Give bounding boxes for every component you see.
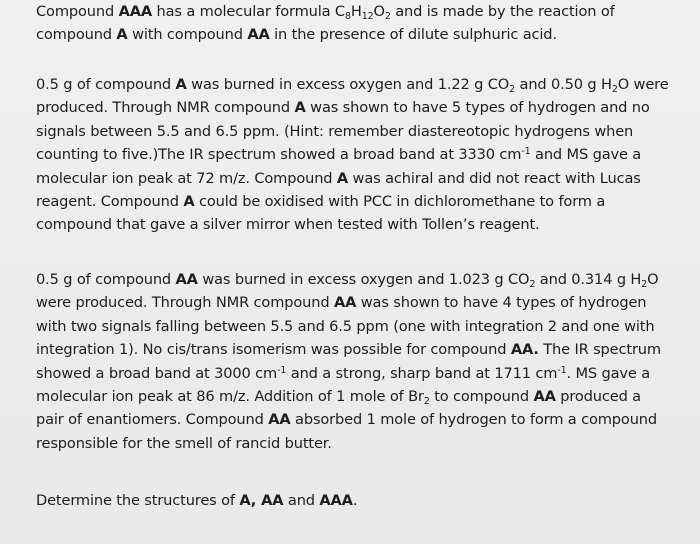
compound-aa-line-1: 0.5 g of compound AA was burned in excess oxygen and 1.023 g $CO_2$ and 0.314 g $H_2O$ [36,271,659,290]
compound-a-paragraph [36,73,686,237]
compound-aa-paragraph [36,268,686,455]
intro-line-1: Compound AAA has a molecular formula $C_8H_{12}O_2$ and is made by the reaction of [36,3,615,22]
question-line [36,489,686,512]
compound-aa-line-6: molecular ion peak at 86 m/z. Addition of 1 mole of $Br_2$ to compound AA produced a [36,388,641,408]
compound-a-line-6: reagent. Compound A could be oxidised with PCC in dichloromethane to form a [36,193,606,211]
compound-aa-line-8: responsible for the smell of rancid butter. [36,434,332,452]
compound-a-line-3: signals between 5.5 and 6.5 ppm. (Hint: remember diastereotopic hydrogens when [36,122,634,140]
compound-a-line-2: produced. Through NMR compound A was shown to have 5 types of hydrogen and no [36,99,650,117]
intro-line-2: compound A with compound AA in the presence of dilute sulphuric acid. [36,26,557,44]
intro-paragraph [36,0,686,47]
compound-a-line-5: molecular ion peak at 72 m/z. Compound A was achiral and did not react with Lucas [36,169,641,187]
compound-aa-line-4: integration 1). No cis/trans isomerism was possible for compound AA. The IR spectrum [36,341,661,359]
compound-a-line-1: 0.5 g of compound A was burned in excess oxygen and 1.22 g $CO_2$ and 0.50 g $H_2O$ were [36,76,669,95]
compound-aa-line-5: showed a broad band at 3000 $cm^{-1}$ and a strong, sharp band at 1711 $cm^{-1}$. MS gave a [36,364,651,382]
compound-a-line-7: compound that gave a silver mirror when tested with Tollen’s reagent. [36,216,540,234]
compound-aa-line-3: with two signals falling between 5.5 and 6.5 ppm (one with integration 2 and one with [36,317,655,335]
compound-a-line-4: counting to five.)The IR spectrum showed a broad band at 3330 $cm^{-1}$ and MS gave a [36,146,642,164]
compound-aa-line-2: were produced. Through NMR compound AA was shown to have 4 types of hydrogen [36,294,647,312]
compound-aa-line-7: pair of enantiomers. Compound AA absorbed 1 mole of hydrogen to form a compound [36,411,658,429]
question-text: Determine the structures of A, AA and AAA. [36,492,358,509]
